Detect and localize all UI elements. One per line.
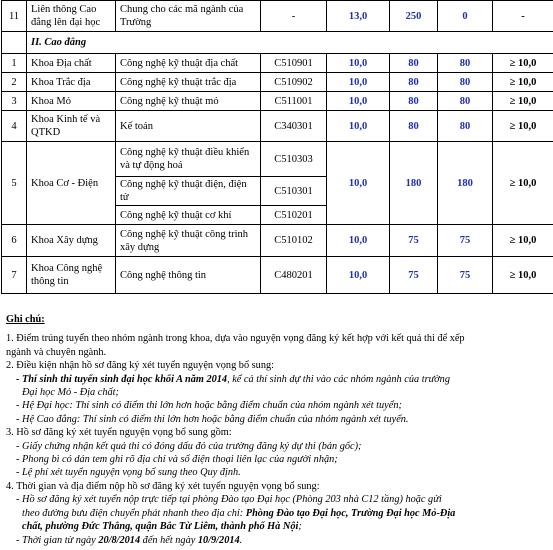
cell-major: Công nghệ kỹ thuật công trình xây dựng <box>116 225 261 257</box>
note-line: 3. Hồ sơ đăng ký xét tuyển nguyện vọng bổ sung gồm: <box>6 427 232 439</box>
note-line <box>6 534 546 547</box>
section-heading: II. Cao đẳng <box>27 32 553 54</box>
table-row <box>2 92 553 111</box>
note-line: 4. Thời gian và địa điểm nộp hồ sơ đăng ký xét tuyển nguyện vọng bổ sung: <box>6 480 320 492</box>
table-row <box>2 1 553 32</box>
cell-min: ≥ 10,0 <box>493 142 553 225</box>
note-bold: - Thí sinh thi tuyển sinh đại học khối A năm 2014 <box>16 373 228 385</box>
cell-major: Công nghệ kỹ thuật trắc địa <box>116 73 261 92</box>
note-line: - Hệ Cao đẳng: Thí sinh có điểm thi lớn hơn hoặc bằng điểm chuẩn của nhóm ngành xét tuyển. <box>16 413 409 425</box>
cell-unit: Khoa Địa chất <box>27 54 116 73</box>
cell-quota: 80 <box>390 73 438 92</box>
note-line: Đại học Mỏ - Địa chất; <box>22 387 119 399</box>
notes-section <box>6 313 546 547</box>
cell-score: 10,0 <box>327 142 390 225</box>
note-text: , kể cả thí sinh dự thi vào các nhóm ngành của trường <box>227 373 450 385</box>
cell-stt <box>2 32 27 54</box>
note-line: - Giấy chứng nhận kết quả thi có đóng dấu đỏ của trường đăng ký dự thi (bản gốc); <box>16 440 362 452</box>
cell-extra: 80 <box>438 73 493 92</box>
cell-quota: 180 <box>390 142 438 225</box>
note-line <box>6 373 546 386</box>
cell-code: - <box>261 1 327 32</box>
note-bold: Phòng Đào tạo Đại học, Trường Đại học Mỏ-Địa <box>245 507 456 519</box>
cell-stt: 11 <box>2 1 27 32</box>
table-row <box>2 73 553 92</box>
cell-extra: 80 <box>438 111 493 142</box>
table-row <box>2 142 553 177</box>
cell-unit: Khoa Mỏ <box>27 92 116 111</box>
note-line <box>6 507 546 520</box>
cell-stt: 7 <box>2 257 27 294</box>
cell-score: 10,0 <box>327 54 390 73</box>
cell-extra: 0 <box>438 1 493 32</box>
cell-stt: 5 <box>2 142 27 225</box>
cell-code: C510201 <box>261 206 327 225</box>
note-line: - Lệ phí xét tuyển nguyện vọng bổ sung theo Quy định. <box>16 467 241 479</box>
cell-extra: 80 <box>438 54 493 73</box>
cell-code: C511001 <box>261 92 327 111</box>
cell-unit: Liên thông Cao đẳng lên đại học <box>27 1 116 32</box>
note-text: theo đường bưu điện chuyển phát nhanh theo địa chỉ: <box>22 507 246 519</box>
cell-min: ≥ 10,0 <box>493 257 553 294</box>
cell-extra: 180 <box>438 142 493 225</box>
cell-major: Công nghệ kỹ thuật điện, điện tử <box>116 177 261 206</box>
cell-extra: 75 <box>438 257 493 294</box>
cell-extra: 80 <box>438 92 493 111</box>
cell-code: C480201 <box>261 257 327 294</box>
table-row <box>2 54 553 73</box>
cell-min: - <box>493 1 553 32</box>
table-row <box>2 111 553 142</box>
cell-stt: 1 <box>2 54 27 73</box>
cell-major: Chung cho các mã ngành của Trường <box>116 1 261 32</box>
table-section-row <box>2 32 553 54</box>
cell-code: C510102 <box>261 225 327 257</box>
cell-major: Kế toán <box>116 111 261 142</box>
cell-major: Công nghệ thông tin <box>116 257 261 294</box>
admission-table <box>1 0 553 294</box>
note-line: 2. Điều kiện nhận hồ sơ đăng ký xét tuyển nguyện vọng bổ sung: <box>6 360 274 372</box>
note-line: - Hồ sơ đăng ký xét tuyển nộp trực tiếp tại phòng Đào tạo Đại học (Phòng 203 nhà C12 tầng) hoặc gửi <box>16 494 442 506</box>
cell-quota: 75 <box>390 225 438 257</box>
cell-score: 10,0 <box>327 111 390 142</box>
note-line: 1. Điểm trúng tuyển theo nhóm ngành trong khoa, dựa vào nguyện vọng đăng ký kết hợp với kết quả thi để xếp <box>6 333 465 345</box>
cell-min: ≥ 10,0 <box>493 111 553 142</box>
note-text: đến hết ngày <box>140 534 198 546</box>
cell-quota: 80 <box>390 111 438 142</box>
cell-min: ≥ 10,0 <box>493 54 553 73</box>
note-bold: 10/9/2014 <box>197 534 240 546</box>
note-text: ; <box>298 521 302 533</box>
cell-unit: Khoa Cơ - Điện <box>27 142 116 225</box>
cell-quota: 80 <box>390 54 438 73</box>
cell-code: C510901 <box>261 54 327 73</box>
cell-min: ≥ 10,0 <box>493 225 553 257</box>
notes-heading: Ghi chú: <box>6 314 45 325</box>
cell-score: 10,0 <box>327 225 390 257</box>
cell-code: C510303 <box>261 142 327 177</box>
table-row <box>2 257 553 294</box>
note-text: . <box>239 534 243 546</box>
cell-stt: 2 <box>2 73 27 92</box>
note-line: - Hệ Đại học: Thí sinh có điểm thi lớn hơn hoặc bằng điểm chuẩn của nhóm ngành xét tuyển; <box>16 400 402 412</box>
cell-extra: 75 <box>438 225 493 257</box>
cell-unit: Khoa Kinh tế và QTKD <box>27 111 116 142</box>
cell-unit: Khoa Xây dựng <box>27 225 116 257</box>
cell-score: 10,0 <box>327 92 390 111</box>
cell-major: Công nghệ kỹ thuật điều khiển và tự động hoá <box>116 142 261 177</box>
cell-quota: 80 <box>390 92 438 111</box>
note-line: ngành và chuyên ngành. <box>6 346 107 358</box>
note-text: - Thời gian từ ngày <box>16 534 99 546</box>
cell-score: 10,0 <box>327 257 390 294</box>
note-line: - Phong bì có dán tem ghi rõ địa chỉ và số điện thoại liên lạc của người nhận; <box>16 454 338 466</box>
cell-stt: 6 <box>2 225 27 257</box>
cell-major: Công nghệ kỹ thuật mỏ <box>116 92 261 111</box>
cell-code: C340301 <box>261 111 327 142</box>
cell-unit: Khoa Trắc địa <box>27 73 116 92</box>
cell-unit: Khoa Công nghệ thông tin <box>27 257 116 294</box>
cell-score: 13,0 <box>327 1 390 32</box>
cell-stt: 3 <box>2 92 27 111</box>
cell-min: ≥ 10,0 <box>493 92 553 111</box>
table-row <box>2 225 553 257</box>
note-bold: 20/8/2014 <box>98 534 141 546</box>
cell-major: Công nghệ kỹ thuật địa chất <box>116 54 261 73</box>
cell-quota: 75 <box>390 257 438 294</box>
cell-major: Công nghệ kỹ thuật cơ khí <box>116 206 261 225</box>
cell-code: C510301 <box>261 177 327 206</box>
note-bold: chất, phường Đức Thắng, quận Bắc Từ Liêm, thành phố Hà Nội <box>22 521 299 533</box>
cell-score: 10,0 <box>327 73 390 92</box>
cell-code: C510902 <box>261 73 327 92</box>
cell-stt: 4 <box>2 111 27 142</box>
cell-quota: 250 <box>390 1 438 32</box>
cell-min: ≥ 10,0 <box>493 73 553 92</box>
note-line <box>6 520 546 533</box>
